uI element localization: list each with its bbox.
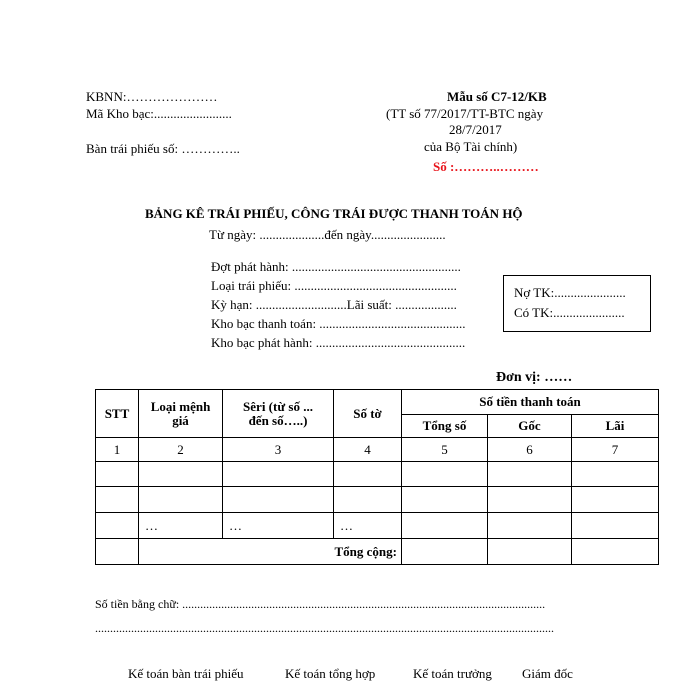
table-cell: [139, 462, 223, 487]
table-cell: [139, 487, 223, 513]
index-cell: 2: [139, 438, 223, 462]
table-cell: [334, 487, 402, 513]
circular-ref-line2: 28/7/2017: [449, 122, 502, 137]
header-loai-menh-gia: [139, 390, 223, 438]
ellipsis-cell: …: [223, 513, 334, 539]
date-range: Từ ngày: ....................đến ngày.......................: [209, 227, 446, 242]
table-cell: [402, 462, 488, 487]
table-cell: [96, 462, 139, 487]
table-row-ellipsis: [96, 513, 659, 539]
index-cell: 5: [402, 438, 488, 462]
header-seri-line1: Sêri (từ số ...: [243, 398, 313, 414]
table-cell: [402, 487, 488, 513]
table-cell: [96, 539, 139, 565]
field-kho-bac-thanh-toan: Kho bạc thanh toán: .............................................: [211, 316, 466, 331]
table-row-index: [96, 438, 659, 462]
table-cell: [402, 513, 488, 539]
index-cell: 7: [572, 438, 659, 462]
index-cell: 1: [96, 438, 139, 462]
table-cell: [334, 462, 402, 487]
header-stt: STT: [96, 390, 139, 438]
table-cell: [488, 513, 572, 539]
table-cell: [572, 539, 659, 565]
page-title: BẢNG KÊ TRÁI PHIẾU, CÔNG TRÁI ĐƯỢC THANH TOÁN HỘ: [145, 206, 523, 221]
table-cell: [572, 513, 659, 539]
header-goc: Gốc: [488, 415, 572, 438]
header-lai: Lãi: [572, 415, 659, 438]
header-loai-menh-gia-line2: giá: [172, 412, 189, 428]
ellipsis-cell: …: [334, 513, 402, 539]
co-tk-label: Có TK:......................: [514, 305, 625, 320]
table-cell: [96, 513, 139, 539]
ban-trai-phieu-label: Bàn trái phiếu số: …………..: [86, 141, 240, 156]
table-cell: [572, 462, 659, 487]
field-ky-han-lai-suat: Kỳ hạn: ............................Lãi suất: ...................: [211, 297, 457, 312]
table-row: [96, 462, 659, 487]
header-seri: [223, 390, 334, 438]
document-number: Số :………..………: [433, 159, 539, 174]
amount-in-words: Số tiền bằng chữ: .........................................................................................................................: [95, 597, 546, 611]
no-tk-label: Nợ TK:......................: [514, 285, 626, 300]
index-cell: 6: [488, 438, 572, 462]
table-cell: [96, 487, 139, 513]
table-cell: [223, 487, 334, 513]
table-cell: [488, 487, 572, 513]
header-loai-menh-gia-line1: Loại mệnh: [150, 398, 211, 414]
signature-ke-toan-truong: Kế toán trưởng: [413, 666, 492, 681]
signature-ke-toan-tong-hop: Kế toán tổng hợp: [285, 666, 376, 681]
amount-in-words-line2: .........................................................................................................................................................: [95, 621, 554, 635]
kbnn-label: KBNN:…………………: [86, 89, 218, 104]
account-box: [503, 275, 651, 332]
index-cell: 4: [334, 438, 402, 462]
table-cell: [488, 462, 572, 487]
unit-label: Đơn vị: ……: [496, 370, 573, 385]
form-number: Mẫu số C7-12/KB: [447, 89, 547, 104]
table-cell: [488, 539, 572, 565]
field-dot-phat-hanh: Đợt phát hành: ....................................................: [211, 259, 461, 274]
header-so-tien-thanh-toan: Số tiền thanh toán: [402, 390, 659, 415]
circular-ref-line3: của Bộ Tài chính): [424, 139, 518, 154]
total-label: Tổng cộng:: [139, 539, 402, 565]
signature-giam-doc: Giám đốc: [522, 666, 573, 681]
header-so-to: Số tờ: [334, 390, 402, 438]
table-cell: [402, 539, 488, 565]
index-cell: 3: [223, 438, 334, 462]
circular-ref-line1: (TT số 77/2017/TT-BTC ngày: [386, 106, 544, 121]
signature-ke-toan-ban-trai-phieu: Kế toán bàn trái phiếu: [128, 666, 244, 681]
header-seri-line2: đến số…..): [248, 412, 308, 428]
table-row: [96, 487, 659, 513]
table-row-total: [96, 539, 659, 565]
field-loai-trai-phieu: Loại trái phiếu: ..................................................: [211, 278, 457, 293]
table-cell: [223, 462, 334, 487]
table-cell: [572, 487, 659, 513]
ellipsis-cell: …: [139, 513, 223, 539]
payment-table: [95, 389, 659, 565]
field-kho-bac-phat-hanh: Kho bạc phát hành: ..............................................: [211, 335, 466, 350]
ma-kho-bac-label: Mã Kho bạc:........................: [86, 106, 232, 121]
header-tong-so: Tổng số: [402, 415, 488, 438]
